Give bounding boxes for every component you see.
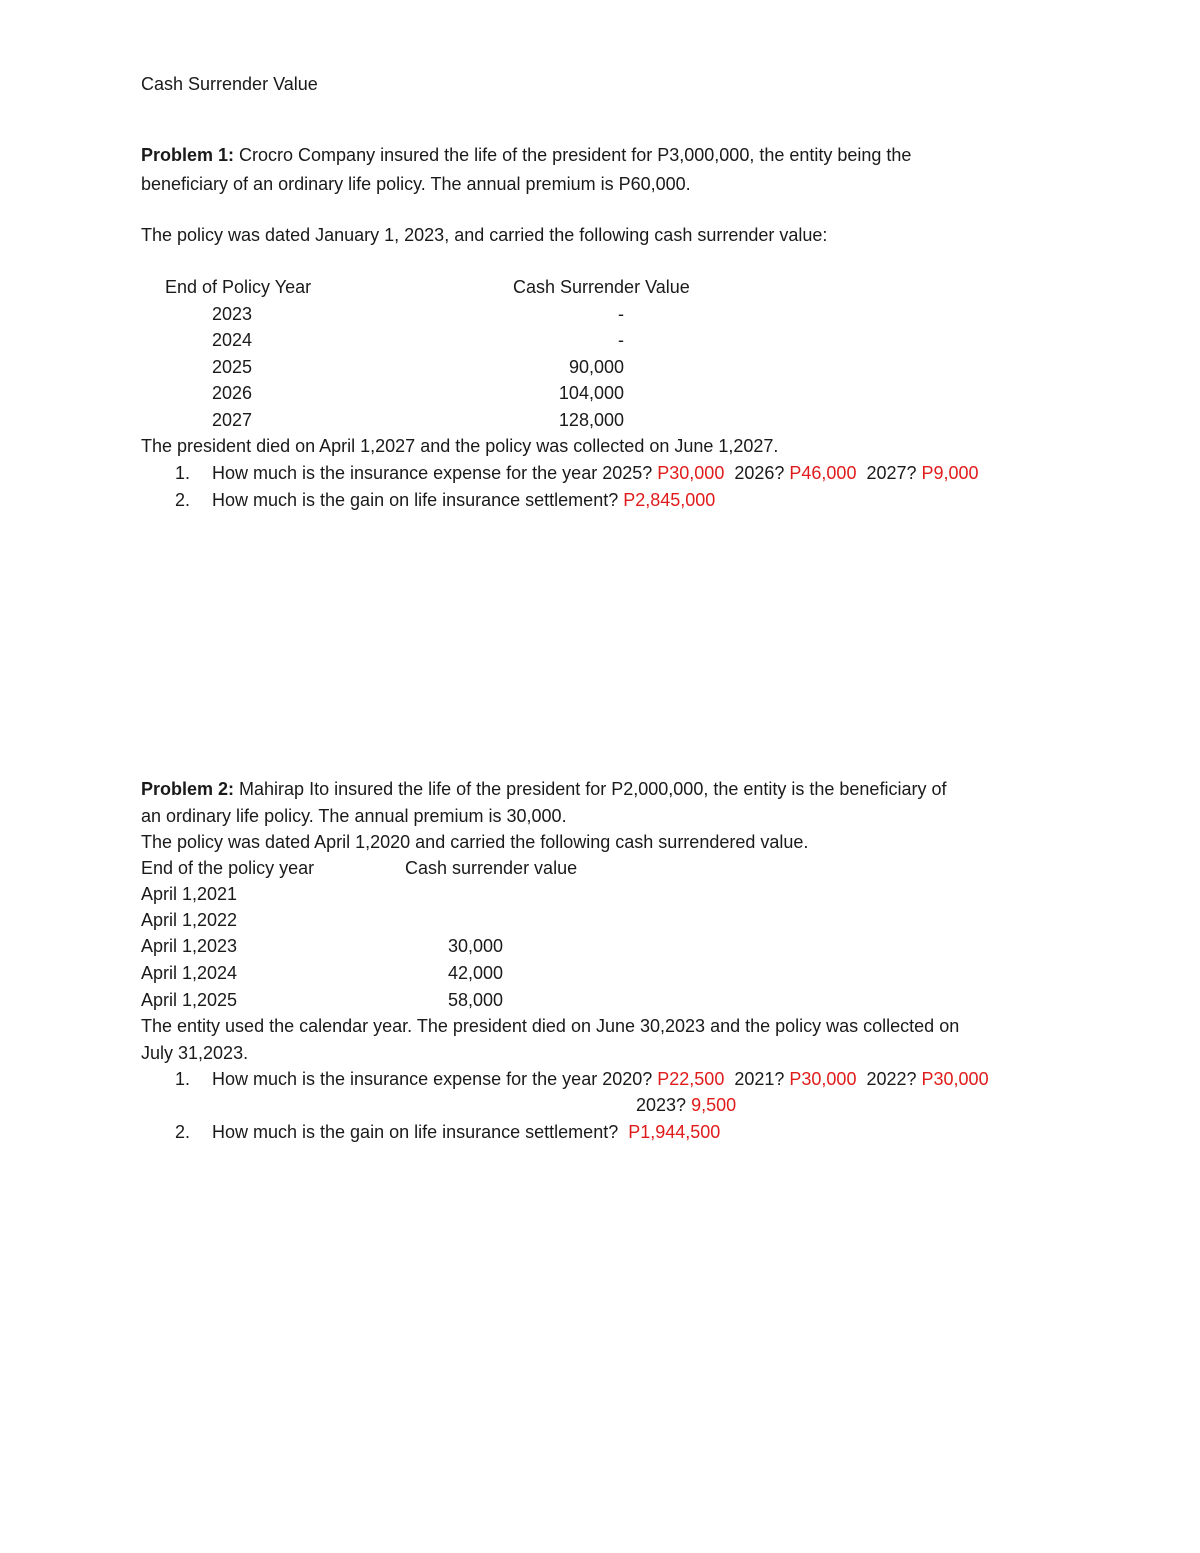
answer: P30,000 bbox=[657, 463, 725, 483]
table-row-value: 58,000 bbox=[448, 990, 504, 1010]
question-number: 1. bbox=[175, 463, 191, 483]
problem-1-died-line: The president died on April 1,2027 and the policy was collected on June 1,2027. bbox=[141, 436, 779, 456]
table-row-value: - bbox=[618, 330, 624, 350]
question-number: 2. bbox=[175, 490, 191, 510]
document-title: Cash Surrender Value bbox=[141, 74, 318, 94]
problem-2-intro-line-1 bbox=[141, 777, 946, 801]
problem-1-question-1 bbox=[212, 461, 979, 485]
table-row-year: April 1,2025 bbox=[141, 990, 238, 1010]
problem-1-intro-text: Crocro Company insured the life of the president for P3,000,000, the entity being the bbox=[234, 145, 912, 165]
question-text: 2021? bbox=[724, 1069, 790, 1089]
answer: 9,500 bbox=[691, 1095, 737, 1115]
table-row-year: 2023 bbox=[212, 304, 253, 324]
problem-2-entity-line-1: The entity used the calendar year. The president died on June 30,2023 and the policy was collected on bbox=[141, 1016, 960, 1036]
problem-2-label: Problem 2: bbox=[141, 779, 235, 799]
problem-2-intro-line-2: an ordinary life policy. The annual premium is 30,000. bbox=[141, 806, 567, 826]
table-row-value: 30,000 bbox=[448, 936, 504, 956]
problem-2-question-1 bbox=[212, 1067, 989, 1091]
problem-2-question-1-cont bbox=[636, 1093, 736, 1117]
answer: P30,000 bbox=[921, 1069, 989, 1089]
problem-1-question-2 bbox=[212, 488, 715, 512]
problem-1-col-value: Cash Surrender Value bbox=[513, 277, 690, 297]
question-text: How much is the gain on life insurance settlement? bbox=[212, 1122, 629, 1142]
table-row-value: 90,000 bbox=[568, 357, 624, 377]
table-row-year: April 1,2021 bbox=[141, 884, 238, 904]
question-number: 1. bbox=[175, 1069, 191, 1089]
question-text: How much is the insurance expense for the year 2025? bbox=[212, 463, 658, 483]
table-row-year: 2026 bbox=[212, 383, 253, 403]
problem-2-col-year: End of the policy year bbox=[141, 858, 315, 878]
question-text: 2026? bbox=[724, 463, 790, 483]
question-text: How much is the gain on life insurance settlement? bbox=[212, 490, 624, 510]
table-row-value: 42,000 bbox=[448, 963, 504, 983]
problem-1-col-year: End of Policy Year bbox=[165, 277, 312, 297]
answer: P1,944,500 bbox=[628, 1122, 721, 1142]
answer: P2,845,000 bbox=[623, 490, 716, 510]
problem-2-col-value: Cash surrender value bbox=[405, 858, 578, 878]
question-number: 2. bbox=[175, 1122, 191, 1142]
answer: P22,500 bbox=[657, 1069, 725, 1089]
answer: P9,000 bbox=[921, 463, 979, 483]
problem-1-intro-line-2: beneficiary of an ordinary life policy. The annual premium is P60,000. bbox=[141, 174, 691, 194]
table-row-value: 128,000 bbox=[558, 410, 624, 430]
problem-1-label: Problem 1: bbox=[141, 145, 235, 165]
question-text: 2023? bbox=[636, 1095, 692, 1115]
answer: P30,000 bbox=[789, 1069, 857, 1089]
problem-1-intro-line-1 bbox=[141, 143, 911, 167]
table-row-value: 104,000 bbox=[558, 383, 624, 403]
table-row-year: April 1,2024 bbox=[141, 963, 238, 983]
problem-2-intro-text: Mahirap Ito insured the life of the president for P2,000,000, the entity is the beneficiary of bbox=[234, 779, 947, 799]
table-row-year: 2024 bbox=[212, 330, 253, 350]
table-row-value: - bbox=[618, 304, 624, 324]
problem-1-policy-line: The policy was dated January 1, 2023, and carried the following cash surrender value: bbox=[141, 225, 828, 245]
problem-2-policy-line: The policy was dated April 1,2020 and carried the following cash surrendered value. bbox=[141, 832, 809, 852]
answer: P46,000 bbox=[789, 463, 857, 483]
table-row-year: 2025 bbox=[212, 357, 253, 377]
problem-2-question-2 bbox=[212, 1120, 720, 1144]
problem-2-entity-line-2: July 31,2023. bbox=[141, 1043, 249, 1063]
table-row-year: April 1,2023 bbox=[141, 936, 238, 956]
question-text: 2027? bbox=[856, 463, 922, 483]
table-row-year: 2027 bbox=[212, 410, 253, 430]
question-text: How much is the insurance expense for the year 2020? bbox=[212, 1069, 658, 1089]
table-row-year: April 1,2022 bbox=[141, 910, 238, 930]
question-text: 2022? bbox=[856, 1069, 922, 1089]
